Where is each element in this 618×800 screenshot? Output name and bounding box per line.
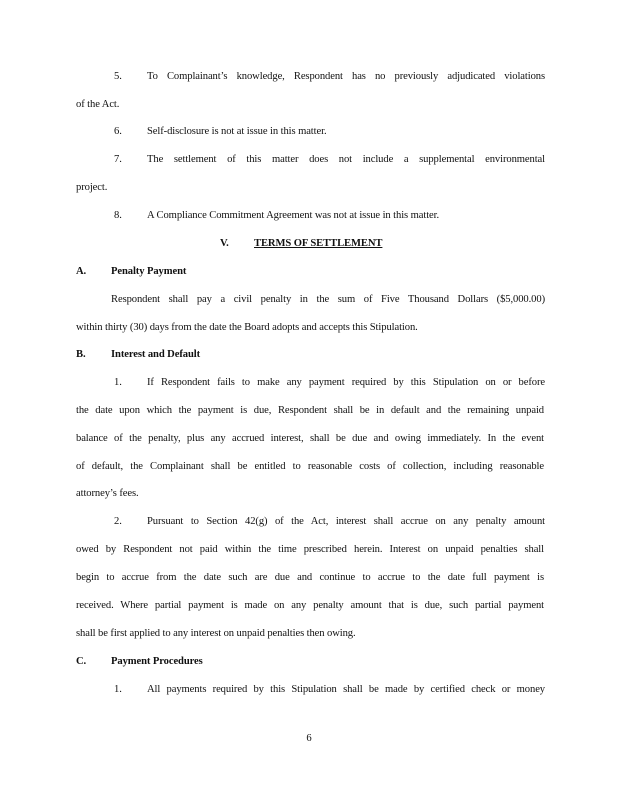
paragraph-line: within thirty (30) days from the date the Board adopts and accepts this Stipulation.	[76, 322, 418, 333]
subsection-title: Interest and Default	[111, 349, 201, 360]
paragraph-line: shall be first applied to any interest on unpaid penalties then owing.	[76, 628, 356, 639]
item-number: 7.	[114, 154, 122, 165]
section-number: V.	[220, 238, 229, 249]
paragraph-line: attorney’s fees.	[76, 488, 139, 499]
paragraph-line: of default, the Complainant shall be entitled to reasonable costs of collection, including reasonable	[76, 461, 544, 472]
section-title: TERMS OF SETTLEMENT	[254, 238, 383, 249]
item-text-line: Self-disclosure is not at issue in this matter.	[147, 126, 327, 137]
paragraph-number: 1.	[114, 377, 122, 388]
item-text-line: The settlement of this matter does not include a supplemental environmental	[147, 154, 545, 165]
paragraph-number: 1.	[114, 684, 122, 695]
subsection-letter: C.	[76, 656, 87, 667]
paragraph-line: the date upon which the payment is due, Respondent shall be in default and the remaining unpaid	[76, 405, 544, 416]
subsection-letter: A.	[76, 266, 87, 277]
subsection-title: Payment Procedures	[111, 656, 203, 667]
paragraph-line: All payments required by this Stipulation shall be made by certified check or money	[147, 684, 545, 695]
item-number: 6.	[114, 126, 122, 137]
paragraph-number: 2.	[114, 516, 122, 527]
subsection-title: Penalty Payment	[111, 266, 187, 277]
paragraph-line: If Respondent fails to make any payment required by this Stipulation on or before	[147, 377, 545, 388]
item-number: 5.	[114, 71, 122, 82]
subsection-letter: B.	[76, 349, 86, 360]
paragraph-line: received. Where partial payment is made on any penalty amount that is due, such partial payment	[76, 600, 544, 611]
item-text-line: To Complainant’s knowledge, Respondent has no previously adjudicated violations	[147, 71, 545, 82]
paragraph-line: begin to accrue from the date such are due and continue to accrue to the date full payment is	[76, 572, 544, 583]
item-text-line: of the Act.	[76, 99, 120, 110]
paragraph-line: owed by Respondent not paid within the time prescribed herein. Interest on unpaid penalties shall	[76, 544, 544, 555]
item-text-line: A Compliance Commitment Agreement was not at issue in this matter.	[147, 210, 440, 221]
paragraph-line: Pursuant to Section 42(g) of the Act, interest shall accrue on any penalty amount	[147, 516, 545, 527]
item-number: 8.	[114, 210, 122, 221]
paragraph-line: Respondent shall pay a civil penalty in the sum of Five Thousand Dollars ($5,000.00)	[111, 294, 545, 305]
paragraph-line: balance of the penalty, plus any accrued interest, shall be due and owing immediately. In the event	[76, 433, 544, 444]
item-text-line: project.	[76, 182, 108, 193]
page-number: 6	[306, 733, 312, 744]
